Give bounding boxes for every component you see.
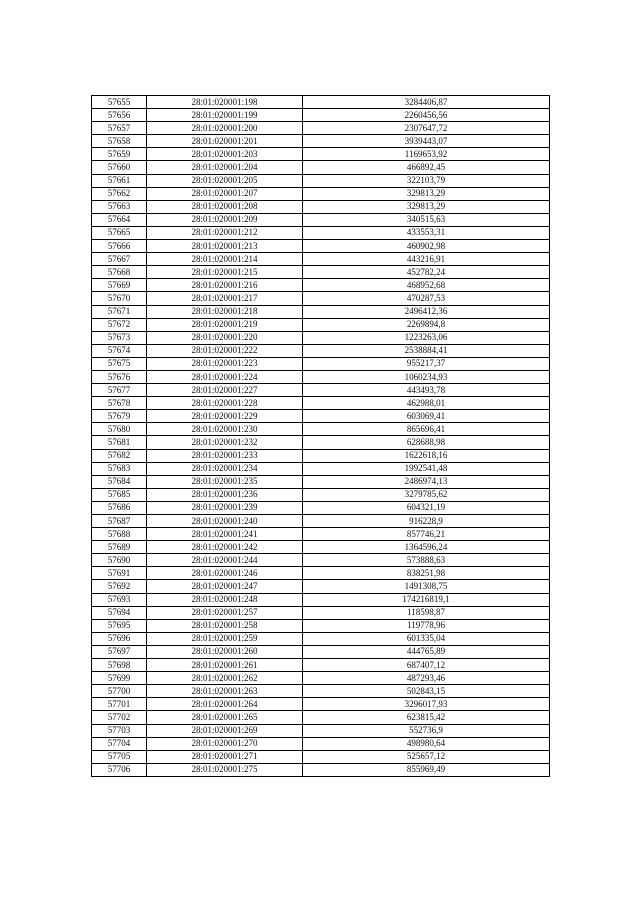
row-number-cell: 57680 bbox=[92, 423, 147, 436]
table-row bbox=[92, 305, 550, 318]
value-cell: 3284406,87 bbox=[303, 96, 550, 109]
value-cell: 433553,31 bbox=[303, 226, 550, 239]
cadastral-number-cell: 28:01:020001:259 bbox=[147, 632, 303, 645]
row-number-cell: 57697 bbox=[92, 645, 147, 658]
table-row bbox=[92, 318, 550, 331]
table-row bbox=[92, 632, 550, 645]
value-cell: 3296017,93 bbox=[303, 698, 550, 711]
table-row bbox=[92, 672, 550, 685]
value-cell: 1992541,48 bbox=[303, 462, 550, 475]
cadastral-number-cell: 28:01:020001:247 bbox=[147, 580, 303, 593]
cadastral-number-cell: 28:01:020001:260 bbox=[147, 645, 303, 658]
cadastral-number-cell: 28:01:020001:208 bbox=[147, 200, 303, 213]
value-cell: 443216,91 bbox=[303, 253, 550, 266]
row-number-cell: 57703 bbox=[92, 724, 147, 737]
row-number-cell: 57669 bbox=[92, 279, 147, 292]
value-cell: 525657,12 bbox=[303, 750, 550, 763]
row-number-cell: 57677 bbox=[92, 384, 147, 397]
cadastral-number-cell: 28:01:020001:220 bbox=[147, 331, 303, 344]
row-number-cell: 57699 bbox=[92, 672, 147, 685]
table-row bbox=[92, 357, 550, 370]
row-number-cell: 57668 bbox=[92, 266, 147, 279]
cadastral-number-cell: 28:01:020001:227 bbox=[147, 384, 303, 397]
row-number-cell: 57672 bbox=[92, 318, 147, 331]
value-cell: 1491308,75 bbox=[303, 580, 550, 593]
table-row bbox=[92, 515, 550, 528]
value-cell: 2496412,36 bbox=[303, 305, 550, 318]
row-number-cell: 57682 bbox=[92, 449, 147, 462]
table-row bbox=[92, 580, 550, 593]
row-number-cell: 57676 bbox=[92, 370, 147, 383]
cadastral-number-cell: 28:01:020001:239 bbox=[147, 501, 303, 514]
cadastral-number-cell: 28:01:020001:261 bbox=[147, 659, 303, 672]
value-cell: 601335,04 bbox=[303, 632, 550, 645]
value-cell: 2307647,72 bbox=[303, 122, 550, 135]
row-number-cell: 57655 bbox=[92, 96, 147, 109]
value-cell: 174216819,1 bbox=[303, 593, 550, 606]
row-number-cell: 57698 bbox=[92, 659, 147, 672]
row-number-cell: 57666 bbox=[92, 240, 147, 253]
row-number-cell: 57704 bbox=[92, 737, 147, 750]
table-row bbox=[92, 737, 550, 750]
cadastral-number-cell: 28:01:020001:214 bbox=[147, 253, 303, 266]
cadastral-number-cell: 28:01:020001:222 bbox=[147, 344, 303, 357]
value-cell: 1364596,24 bbox=[303, 541, 550, 554]
cadastral-number-cell: 28:01:020001:264 bbox=[147, 698, 303, 711]
table-row bbox=[92, 462, 550, 475]
row-number-cell: 57686 bbox=[92, 501, 147, 514]
cadastral-number-cell: 28:01:020001:230 bbox=[147, 423, 303, 436]
table-row bbox=[92, 488, 550, 501]
row-number-cell: 57696 bbox=[92, 632, 147, 645]
value-cell: 118598,87 bbox=[303, 606, 550, 619]
cadastral-number-cell: 28:01:020001:205 bbox=[147, 174, 303, 187]
value-cell: 466892,45 bbox=[303, 161, 550, 174]
row-number-cell: 57674 bbox=[92, 344, 147, 357]
row-number-cell: 57689 bbox=[92, 541, 147, 554]
cadastral-number-cell: 28:01:020001:219 bbox=[147, 318, 303, 331]
cadastral-number-cell: 28:01:020001:213 bbox=[147, 240, 303, 253]
cadastral-number-cell: 28:01:020001:242 bbox=[147, 541, 303, 554]
row-number-cell: 57658 bbox=[92, 135, 147, 148]
cadastral-number-cell: 28:01:020001:269 bbox=[147, 724, 303, 737]
table-row bbox=[92, 645, 550, 658]
cadastral-number-cell: 28:01:020001:233 bbox=[147, 449, 303, 462]
table-row bbox=[92, 501, 550, 514]
table-row bbox=[92, 423, 550, 436]
table-row bbox=[92, 96, 550, 109]
value-cell: 916228,9 bbox=[303, 515, 550, 528]
table-row bbox=[92, 619, 550, 632]
table-row bbox=[92, 331, 550, 344]
cadastral-number-cell: 28:01:020001:232 bbox=[147, 436, 303, 449]
value-cell: 2538884,41 bbox=[303, 344, 550, 357]
value-cell: 1622618,16 bbox=[303, 449, 550, 462]
table-row bbox=[92, 240, 550, 253]
row-number-cell: 57701 bbox=[92, 698, 147, 711]
cadastral-number-cell: 28:01:020001:240 bbox=[147, 515, 303, 528]
table-row bbox=[92, 410, 550, 423]
table-row bbox=[92, 344, 550, 357]
row-number-cell: 57694 bbox=[92, 606, 147, 619]
row-number-cell: 57688 bbox=[92, 528, 147, 541]
row-number-cell: 57681 bbox=[92, 436, 147, 449]
row-number-cell: 57705 bbox=[92, 750, 147, 763]
value-cell: 623815,42 bbox=[303, 711, 550, 724]
cadastral-number-cell: 28:01:020001:203 bbox=[147, 148, 303, 161]
row-number-cell: 57662 bbox=[92, 187, 147, 200]
value-cell: 855969,49 bbox=[303, 763, 550, 776]
row-number-cell: 57679 bbox=[92, 410, 147, 423]
value-cell: 462988,01 bbox=[303, 397, 550, 410]
table-row bbox=[92, 200, 550, 213]
row-number-cell: 57684 bbox=[92, 475, 147, 488]
value-cell: 1223263,06 bbox=[303, 331, 550, 344]
value-cell: 3279785,62 bbox=[303, 488, 550, 501]
value-cell: 838251,98 bbox=[303, 567, 550, 580]
cadastral-number-cell: 28:01:020001:228 bbox=[147, 397, 303, 410]
cadastral-number-cell: 28:01:020001:258 bbox=[147, 619, 303, 632]
row-number-cell: 57702 bbox=[92, 711, 147, 724]
row-number-cell: 57671 bbox=[92, 305, 147, 318]
value-cell: 1169653,92 bbox=[303, 148, 550, 161]
value-cell: 443493,78 bbox=[303, 384, 550, 397]
row-number-cell: 57656 bbox=[92, 109, 147, 122]
row-number-cell: 57692 bbox=[92, 580, 147, 593]
cadastral-number-cell: 28:01:020001:217 bbox=[147, 292, 303, 305]
row-number-cell: 57695 bbox=[92, 619, 147, 632]
table-row bbox=[92, 763, 550, 776]
row-number-cell: 57657 bbox=[92, 122, 147, 135]
row-number-cell: 57667 bbox=[92, 253, 147, 266]
table-row bbox=[92, 370, 550, 383]
table-row bbox=[92, 187, 550, 200]
row-number-cell: 57690 bbox=[92, 554, 147, 567]
value-cell: 2269894,8 bbox=[303, 318, 550, 331]
table-row bbox=[92, 266, 550, 279]
row-number-cell: 57706 bbox=[92, 763, 147, 776]
value-cell: 857746,21 bbox=[303, 528, 550, 541]
value-cell: 552736,9 bbox=[303, 724, 550, 737]
value-cell: 322103,79 bbox=[303, 174, 550, 187]
cadastral-number-cell: 28:01:020001:224 bbox=[147, 370, 303, 383]
table-row bbox=[92, 161, 550, 174]
row-number-cell: 57687 bbox=[92, 515, 147, 528]
value-cell: 604321,19 bbox=[303, 501, 550, 514]
table-row bbox=[92, 436, 550, 449]
value-cell: 3939443,07 bbox=[303, 135, 550, 148]
table-row bbox=[92, 528, 550, 541]
value-cell: 460902,98 bbox=[303, 240, 550, 253]
table-row bbox=[92, 226, 550, 239]
cadastral-number-cell: 28:01:020001:275 bbox=[147, 763, 303, 776]
value-cell: 329813,29 bbox=[303, 187, 550, 200]
table-row bbox=[92, 724, 550, 737]
row-number-cell: 57670 bbox=[92, 292, 147, 305]
table-row bbox=[92, 109, 550, 122]
cadastral-number-cell: 28:01:020001:257 bbox=[147, 606, 303, 619]
cadastral-number-cell: 28:01:020001:248 bbox=[147, 593, 303, 606]
value-cell: 573888,63 bbox=[303, 554, 550, 567]
cadastral-number-cell: 28:01:020001:229 bbox=[147, 410, 303, 423]
cadastral-number-cell: 28:01:020001:246 bbox=[147, 567, 303, 580]
row-number-cell: 57678 bbox=[92, 397, 147, 410]
cadastral-number-cell: 28:01:020001:244 bbox=[147, 554, 303, 567]
table-body bbox=[92, 96, 550, 777]
value-cell: 502843,15 bbox=[303, 685, 550, 698]
row-number-cell: 57691 bbox=[92, 567, 147, 580]
table-row bbox=[92, 292, 550, 305]
cadastral-number-cell: 28:01:020001:199 bbox=[147, 109, 303, 122]
value-cell: 444765,89 bbox=[303, 645, 550, 658]
cadastral-value-table bbox=[91, 95, 550, 777]
cadastral-number-cell: 28:01:020001:271 bbox=[147, 750, 303, 763]
row-number-cell: 57675 bbox=[92, 357, 147, 370]
table-row bbox=[92, 567, 550, 580]
value-cell: 2486974,13 bbox=[303, 475, 550, 488]
table-row bbox=[92, 148, 550, 161]
cadastral-number-cell: 28:01:020001:236 bbox=[147, 488, 303, 501]
cadastral-number-cell: 28:01:020001:198 bbox=[147, 96, 303, 109]
table-row bbox=[92, 698, 550, 711]
table-row bbox=[92, 135, 550, 148]
row-number-cell: 57659 bbox=[92, 148, 147, 161]
cadastral-number-cell: 28:01:020001:223 bbox=[147, 357, 303, 370]
table-row bbox=[92, 174, 550, 187]
row-number-cell: 57661 bbox=[92, 174, 147, 187]
table-row bbox=[92, 213, 550, 226]
value-cell: 865696,41 bbox=[303, 423, 550, 436]
table-row bbox=[92, 279, 550, 292]
value-cell: 119778,96 bbox=[303, 619, 550, 632]
table-row bbox=[92, 593, 550, 606]
cadastral-number-cell: 28:01:020001:212 bbox=[147, 226, 303, 239]
value-cell: 487293,46 bbox=[303, 672, 550, 685]
row-number-cell: 57663 bbox=[92, 200, 147, 213]
value-cell: 687407,12 bbox=[303, 659, 550, 672]
cadastral-number-cell: 28:01:020001:201 bbox=[147, 135, 303, 148]
cadastral-number-cell: 28:01:020001:209 bbox=[147, 213, 303, 226]
value-cell: 329813,29 bbox=[303, 200, 550, 213]
table-row bbox=[92, 449, 550, 462]
cadastral-number-cell: 28:01:020001:235 bbox=[147, 475, 303, 488]
row-number-cell: 57685 bbox=[92, 488, 147, 501]
row-number-cell: 57664 bbox=[92, 213, 147, 226]
table-row bbox=[92, 122, 550, 135]
cadastral-number-cell: 28:01:020001:207 bbox=[147, 187, 303, 200]
table-row bbox=[92, 253, 550, 266]
table-row bbox=[92, 659, 550, 672]
row-number-cell: 57665 bbox=[92, 226, 147, 239]
table-row bbox=[92, 384, 550, 397]
cadastral-number-cell: 28:01:020001:265 bbox=[147, 711, 303, 724]
row-number-cell: 57673 bbox=[92, 331, 147, 344]
table-row bbox=[92, 475, 550, 488]
cadastral-number-cell: 28:01:020001:204 bbox=[147, 161, 303, 174]
value-cell: 2260456,56 bbox=[303, 109, 550, 122]
cadastral-number-cell: 28:01:020001:215 bbox=[147, 266, 303, 279]
value-cell: 452782,24 bbox=[303, 266, 550, 279]
table-row bbox=[92, 606, 550, 619]
value-cell: 628688,98 bbox=[303, 436, 550, 449]
cadastral-number-cell: 28:01:020001:216 bbox=[147, 279, 303, 292]
cadastral-number-cell: 28:01:020001:263 bbox=[147, 685, 303, 698]
row-number-cell: 57700 bbox=[92, 685, 147, 698]
table-row bbox=[92, 554, 550, 567]
cadastral-number-cell: 28:01:020001:241 bbox=[147, 528, 303, 541]
cadastral-number-cell: 28:01:020001:234 bbox=[147, 462, 303, 475]
value-cell: 603069,41 bbox=[303, 410, 550, 423]
value-cell: 470287,53 bbox=[303, 292, 550, 305]
value-cell: 340515,63 bbox=[303, 213, 550, 226]
row-number-cell: 57660 bbox=[92, 161, 147, 174]
table-row bbox=[92, 541, 550, 554]
cadastral-number-cell: 28:01:020001:270 bbox=[147, 737, 303, 750]
cadastral-number-cell: 28:01:020001:200 bbox=[147, 122, 303, 135]
row-number-cell: 57683 bbox=[92, 462, 147, 475]
cadastral-number-cell: 28:01:020001:218 bbox=[147, 305, 303, 318]
table-row bbox=[92, 711, 550, 724]
value-cell: 468952,68 bbox=[303, 279, 550, 292]
cadastral-number-cell: 28:01:020001:262 bbox=[147, 672, 303, 685]
table-row bbox=[92, 397, 550, 410]
table-row bbox=[92, 750, 550, 763]
value-cell: 955217,37 bbox=[303, 357, 550, 370]
table-row bbox=[92, 685, 550, 698]
value-cell: 1060234,93 bbox=[303, 370, 550, 383]
value-cell: 498980,64 bbox=[303, 737, 550, 750]
row-number-cell: 57693 bbox=[92, 593, 147, 606]
